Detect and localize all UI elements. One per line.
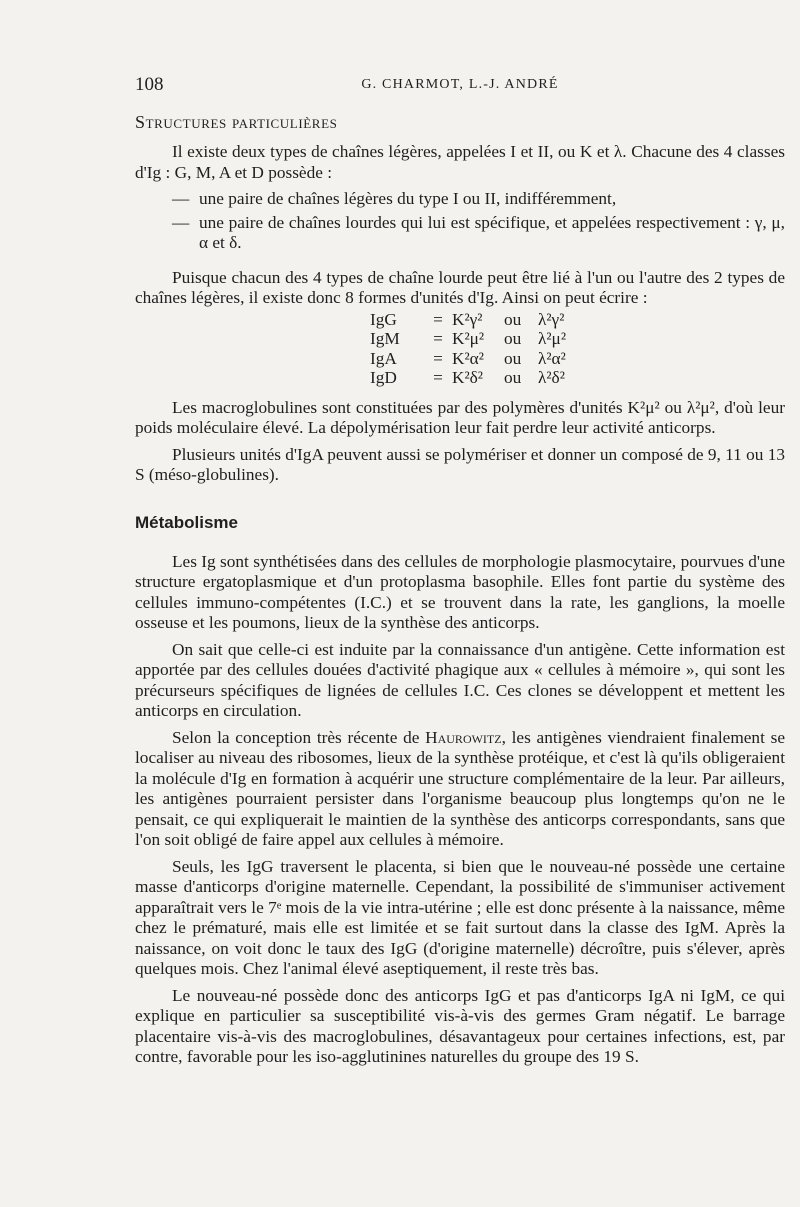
page-number: 108 [135, 74, 164, 95]
formula-kappa-form: K²γ² [452, 309, 483, 329]
paragraph-eight-forms: Puisque chacun des 4 types de chaîne lourde peut être lié à l'un ou l'autre des 2 types de chaînes légères, il existe donc 8 formes d'unités d'Ig. Ainsi on peut écrire : [135, 267, 785, 307]
dash-marker: — [172, 189, 190, 208]
formula-equals: = [433, 368, 443, 387]
page-content [135, 108, 785, 1074]
formula-lambda-form: λ²δ² [538, 368, 565, 387]
formula-row [370, 349, 785, 369]
section-title-metabolisme: Métabolisme [135, 512, 238, 532]
formula-block [370, 310, 785, 388]
list-item-text: une paire de chaînes légères du type I ou II, indifféremment, [199, 189, 617, 208]
paragraph-synthesis: Les Ig sont synthétisées dans des cellules de morphologie plasmocytaire, pourvues d'une structure ergatoplasmique et d'un protoplasma basophile. Elles font partie du système des cellules immuno-compétentes (I.C.) et se trouvent dans la rate, les ganglions, la moelle osseuse et les poumons, lieux de la synthèse des anticorps. [135, 551, 785, 632]
formula-equals: = [433, 329, 443, 348]
running-head: G. CHARMOT, L.-J. ANDRÉ [361, 77, 559, 92]
formula-row [370, 329, 785, 349]
page-header [135, 74, 785, 98]
formula-lambda-form: λ²α² [538, 348, 566, 368]
paragraph-haurowitz [135, 728, 785, 851]
paragraph-haurowitz-before: Selon la conception très récente de [172, 727, 426, 747]
formula-lambda-form: λ²μ² [538, 329, 567, 348]
formula-kappa-form: K²δ² [452, 368, 483, 387]
paragraph-iga-polymers: Plusieurs unités d'IgA peuvent aussi se polymériser et donner un composé de 9, 11 ou 13 S (méso-globulines). [135, 444, 785, 484]
formula-or: ou [504, 368, 522, 387]
formula-kappa-form: K²α² [452, 348, 484, 368]
formula-equals: = [433, 309, 443, 329]
paragraph-macroglobulins: Les macroglobulines sont constituées par des polymères d'unités K²μ² ou λ²μ², d'où leur poids moléculaire élevé. La dépolymérisation leur fait perdre leur activité anticorps. [135, 397, 785, 437]
section-title-structures: Structures particulières [135, 112, 338, 132]
paragraph-chains-intro: Il existe deux types de chaînes légères, appelées I et II, ou K et λ. Chacune des 4 classes d'Ig : G, M, A et D possède : [135, 142, 785, 182]
formula-or: ou [504, 348, 522, 368]
formula-lhs: IgM [370, 329, 400, 348]
dash-marker: — [172, 212, 190, 232]
formula-or: ou [504, 309, 522, 329]
author-name: Haurowitz [425, 727, 502, 747]
paragraph-newborn: Le nouveau-né possède donc des anticorps IgG et pas d'anticorps IgA ni IgM, ce qui explique en particulier sa susceptibilité vis-à-vis des germes Gram négatif. Le barrage placentaire vis-à-vis des macroglobulines, désavantageux pour certaines infections, est, par contre, favorable pour les iso-agglutinines naturelles du groupe des 19 S. [135, 985, 785, 1066]
paragraph-haurowitz-after: , les antigènes viendraient finalement se localiser au niveau des ribosomes, lieux de la synthèse protéique, et c'est là qu'ils obligeraient la molécule d'Ig en formation à acquérir une structure complémentaire de la leur. Par ailleurs, les antigènes pourraient persister dans l'organisme beaucoup plus longtemps qu'on ne le pensait, ce qui expliquerait le maintien de la synthèse des anticorps correspondants, sans que l'on soit obligé de faire appel aux cellules à mémoire. [135, 727, 785, 849]
formula-row [370, 310, 785, 330]
formula-lhs: IgG [370, 309, 397, 329]
list-item-text: une paire de chaînes lourdes qui lui est spécifique, et appelées respectivement : γ, μ, α et δ. [199, 212, 785, 252]
formula-kappa-form: K²μ² [452, 329, 485, 348]
formula-lhs: IgA [370, 348, 397, 368]
paragraph-placenta: Seuls, les IgG traversent le placenta, si bien que le nouveau-né possède une certaine masse d'anticorps d'origine maternelle. Cependant, la possibilité de s'immuniser activement apparaîtrait vers le 7ᵉ mois de la vie intra-utérine ; elle est donc présente à la naissance, même chez le prématuré, mais elle est limitée et se fait surtout dans la classe des IgM. Après la naissance, on voit donc le taux des IgG (d'origine maternelle) décroître, puis s'élever, après quelques mois. Chez l'animal élevé aseptiquement, il reste très bas. [135, 856, 785, 978]
paragraph-induction: On sait que celle-ci est induite par la connaissance d'un antigène. Cette information est apportée par des cellules douées d'activité phagique aux « cellules à mémoire », qui sont les précurseurs spécifiques de lignées de cellules I.C. Ces clones se développent et mettent les anticorps en circulation. [135, 639, 785, 720]
formula-row [370, 368, 785, 388]
formula-or: ou [504, 329, 522, 348]
list-item [135, 189, 785, 210]
formula-lambda-form: λ²γ² [538, 309, 565, 329]
list-item [135, 213, 785, 254]
formula-lhs: IgD [370, 368, 397, 387]
formula-equals: = [433, 348, 443, 368]
